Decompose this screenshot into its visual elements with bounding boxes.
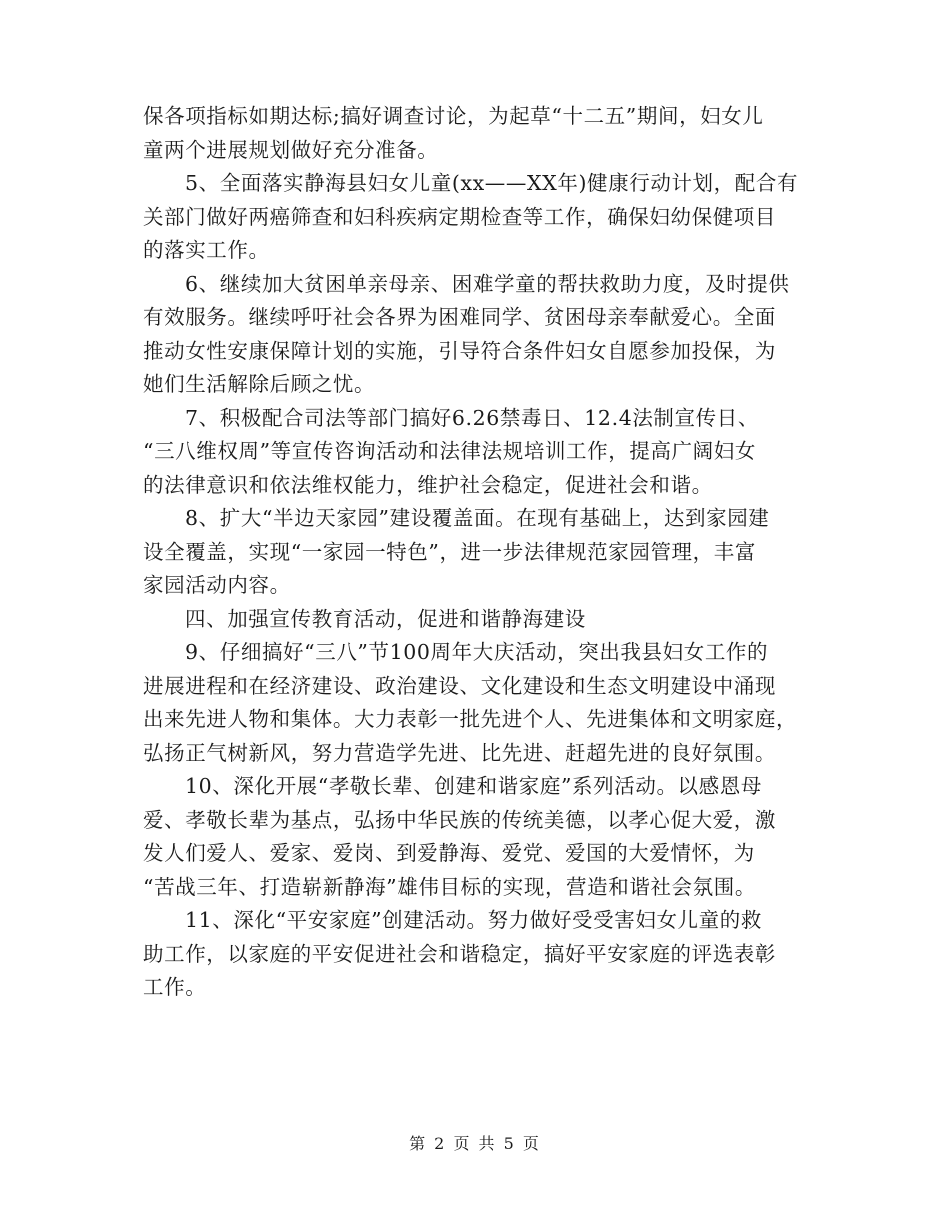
text-line: “苦战三年、打造崭新静海”雄伟目标的实现，营造和谐社会氛围。 (143, 874, 756, 899)
text-line: 童两个进展规划做好充分准备。 (143, 137, 439, 162)
text-line: 7、积极配合司法等部门搞好6.26禁毒日、12.4法制宣传日、 (185, 405, 759, 430)
paragraph (143, 502, 815, 603)
text-line: 11、深化“平安家庭”创建活动。努力做好受受害妇女儿童的救 (185, 908, 762, 932)
paragraph (143, 167, 815, 268)
text-line: 家园活动内容。 (143, 573, 291, 597)
paragraph (143, 770, 815, 904)
text-line: 的法律意识和依法维权能力，维护社会稳定，促进社会和谐。 (143, 472, 713, 497)
text-line: 关部门做好两癌筛查和妇科疾病定期检查等工作，确保妇幼保健项目 (143, 204, 776, 229)
paragraph (143, 636, 815, 770)
page-footer: 第 2 页 共 5 页 (409, 1134, 541, 1153)
text-line: 设全覆盖，实现“一家园一特色”，进一步法律规范家园管理，丰富 (143, 539, 756, 564)
paragraph (143, 100, 815, 167)
text-line: “三八维权周”等宣传咨询活动和法律法规培训工作，提高广阔妇女 (143, 439, 756, 463)
text-line: 进展进程和在经济建设、政治建设、文化建设和生态文明建设中涌现 (143, 673, 776, 698)
text-line: 工作。 (143, 975, 207, 999)
document-body (143, 100, 815, 1005)
text-line: 6、继续加大贫困单亲母亲、困难学童的帮扶救助力度，及时提供 (185, 271, 790, 296)
text-line: 5、全面落实静海县妇女儿童(xx——XX年)健康行动计划，配合有 (185, 171, 799, 195)
text-line: 四、加强宣传教育活动，促进和谐静海建设 (185, 606, 586, 631)
text-line: 10、深化开展“孝敬长辈、创建和谐家庭”系列活动。以感恩母 (185, 774, 762, 798)
text-line: 弘扬正气树新风，努力营造学先进、比先进、赶超先进的良好氛围。 (143, 740, 776, 765)
text-line: 9、仔细搞好“三八”节100周年大庆活动，突出我县妇女工作的 (185, 640, 769, 664)
paragraph (143, 268, 815, 402)
text-line: 有效服务。继续呼吁社会各界为困难同学、贫困母亲奉献爱心。全面 (143, 305, 776, 329)
text-line: 爱、孝敬长辈为基点，弘扬中华民族的传统美德，以孝心促大爱，激 (143, 807, 776, 832)
paragraph (143, 904, 815, 1005)
text-line: 的落实工作。 (143, 238, 270, 262)
text-line: 助工作，以家庭的平安促进社会和谐稳定，搞好平安家庭的评选表彰 (143, 941, 776, 966)
text-line: 8、扩大“半边天家园”建设覆盖面。在现有基础上，达到家园建 (185, 506, 770, 530)
section-heading (143, 603, 815, 637)
text-line: 出来先进人物和集体。大力表彰一批先进个人、先进集体和文明家庭， (143, 707, 798, 731)
text-line: 发人们爱人、爱家、爱岗、到爱静海、爱党、爱国的大爱情怀，为 (143, 841, 755, 865)
text-line: 保各项指标如期达标;搞好调查讨论，为起草“十二五”期间，妇女儿 (143, 104, 764, 128)
text-line: 推动女性安康保障计划的实施，引导符合条件妇女自愿参加投保，为 (143, 338, 776, 363)
text-line: 她们生活解除后顾之忧。 (143, 372, 376, 396)
paragraph (143, 402, 815, 503)
